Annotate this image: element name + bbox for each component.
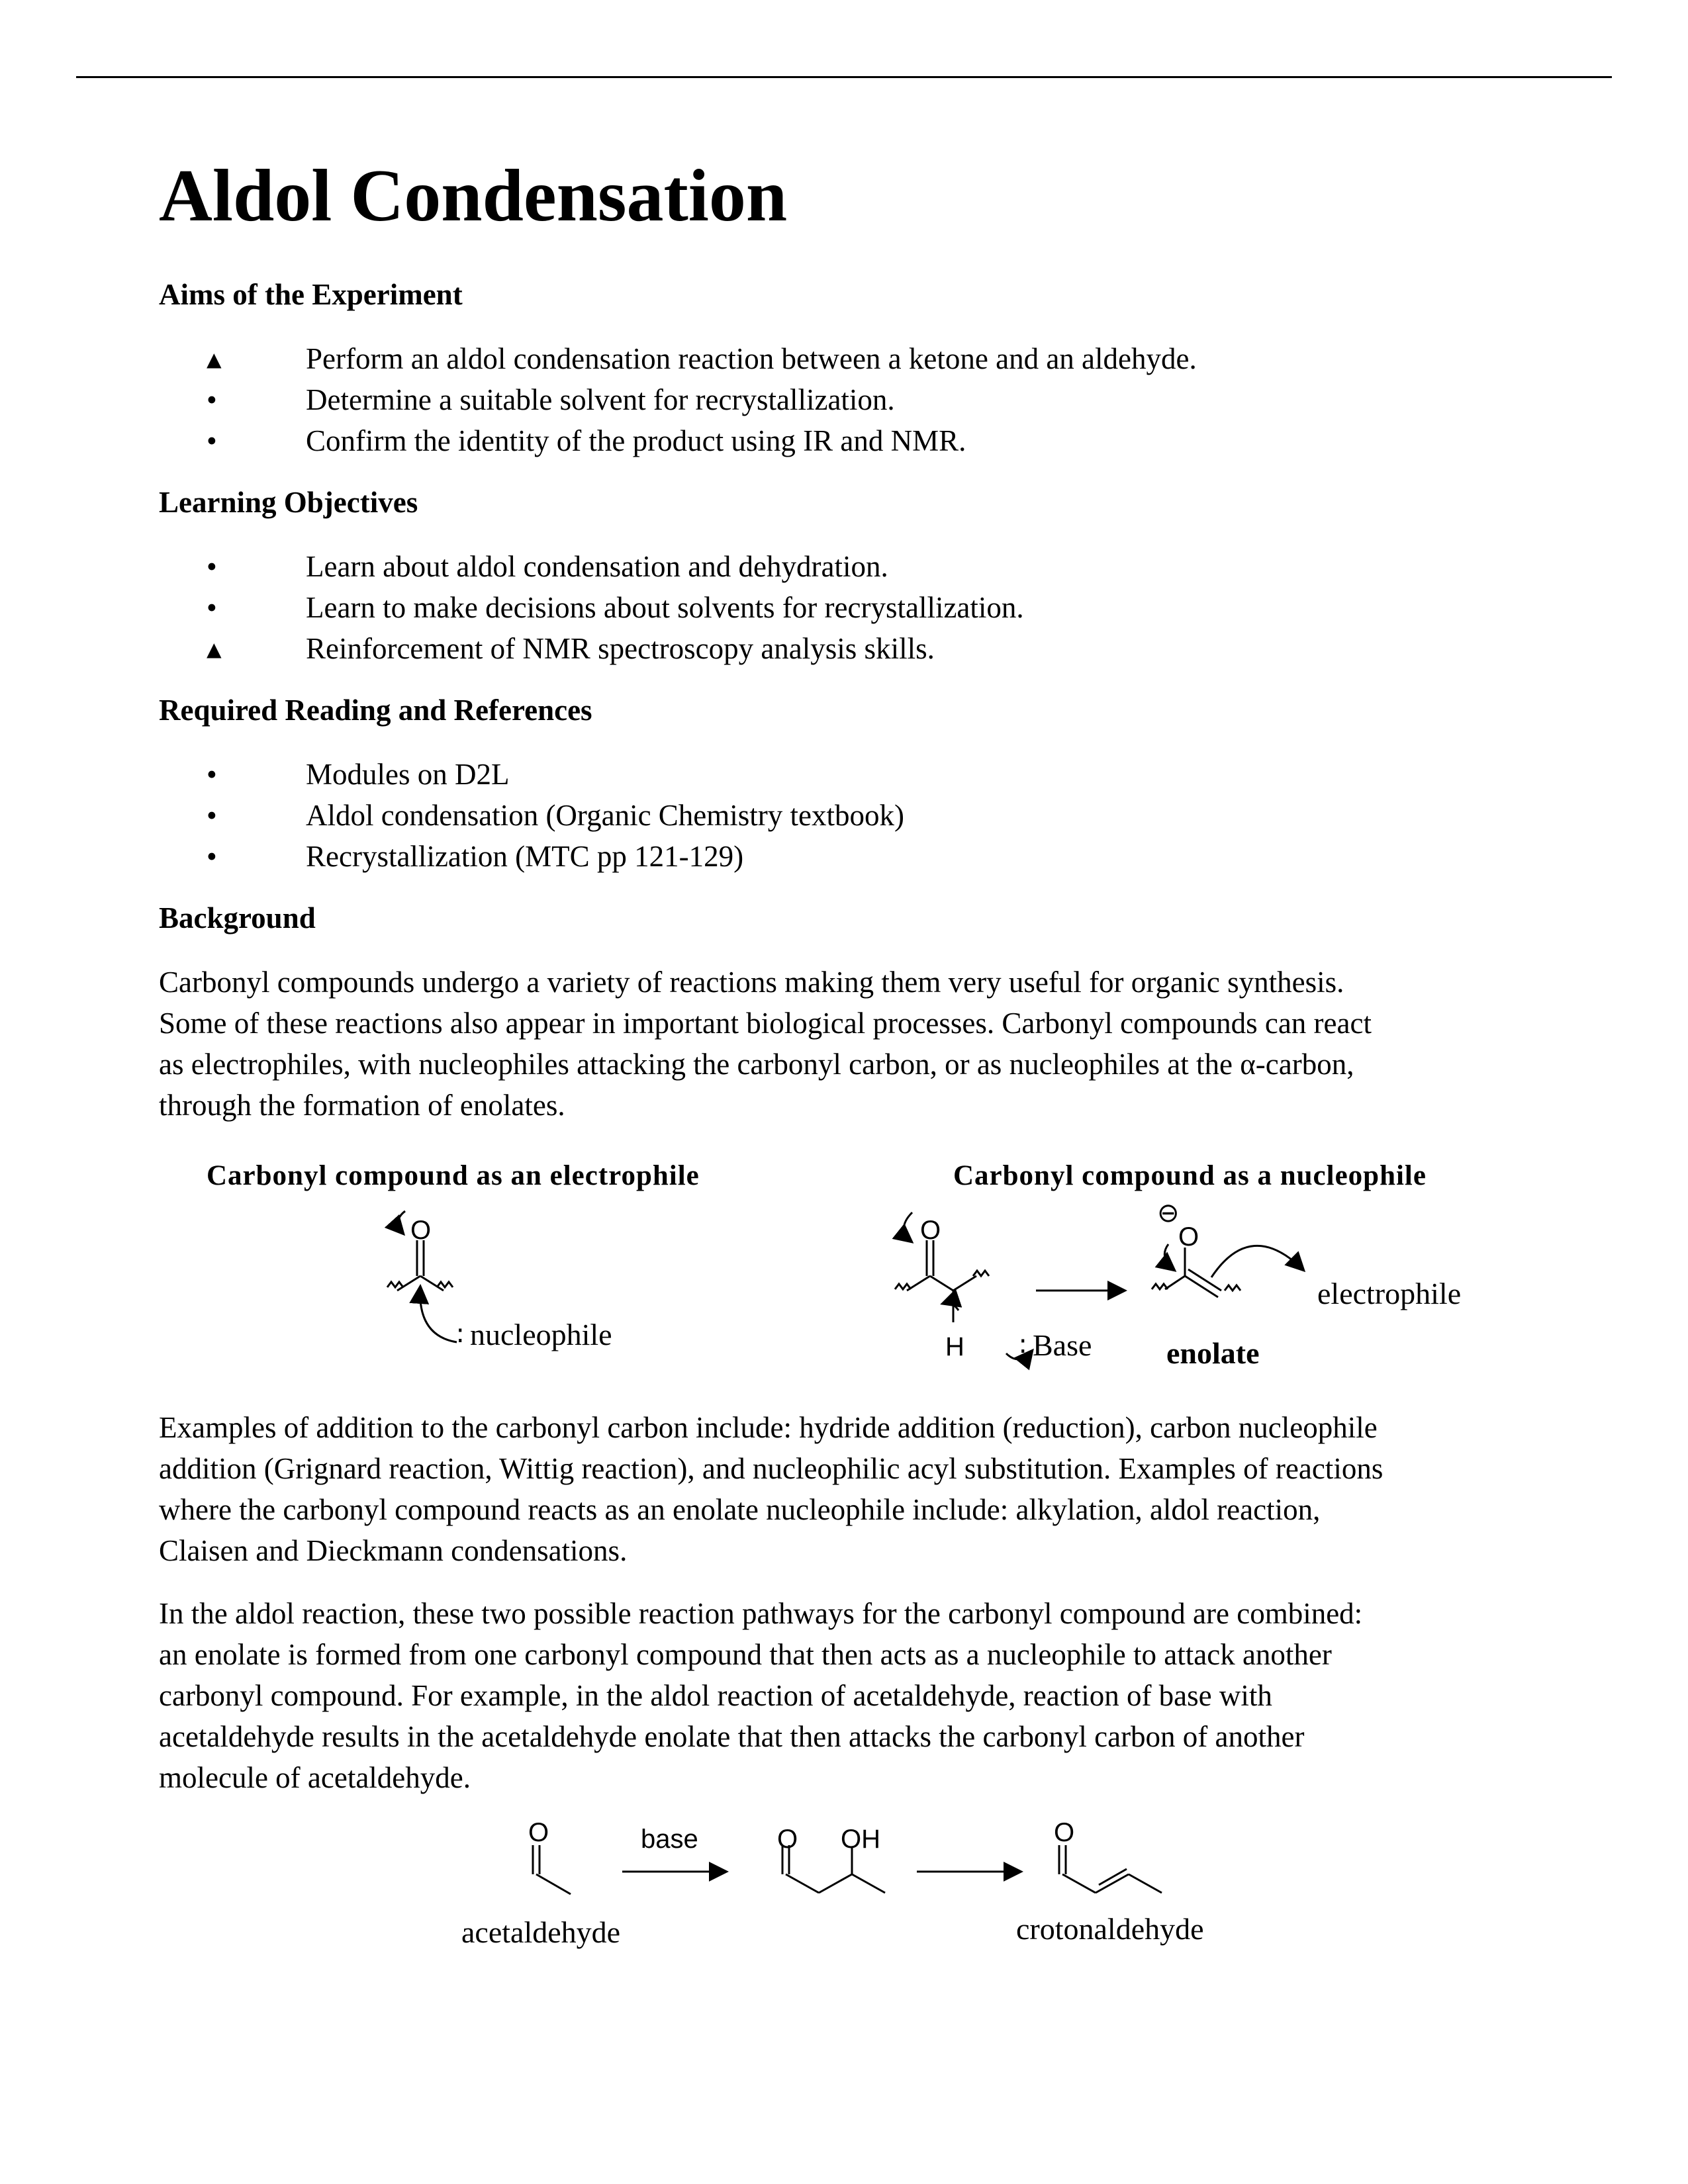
enolate-label: enolate	[1166, 1336, 1260, 1370]
background-paragraph-1	[159, 962, 1536, 1126]
atom-label: O	[920, 1216, 941, 1245]
paragraph-line: Some of these reactions also appear in important biological processes. Carbonyl compounds can react	[159, 1007, 1372, 1040]
background-heading: Background	[159, 901, 316, 934]
background-paragraph-2	[159, 1407, 1536, 1571]
electrophile-label: electrophile	[1317, 1277, 1462, 1310]
paragraph-line: In the aldol reaction, these two possible reaction pathways for the carbonyl compound are combined:	[159, 1597, 1363, 1630]
reagent-label: base	[641, 1825, 698, 1854]
bullet-glyph: ▴	[207, 632, 222, 665]
bullet-glyph: •	[207, 799, 217, 832]
double-bond	[1185, 1276, 1218, 1297]
curved-arrow-icon	[904, 1212, 913, 1242]
charge-glyph: ⊖	[1157, 1198, 1180, 1228]
bullet-glyph: •	[207, 840, 217, 873]
lone-pair-glyph: ∶	[457, 1321, 464, 1351]
reactant-label: acetaldehyde	[461, 1915, 621, 1949]
single-bond	[1062, 1874, 1096, 1893]
single-bond	[1129, 1874, 1162, 1893]
list-item-text: Modules on D2L	[306, 758, 510, 791]
background-paragraph-3	[159, 1593, 1536, 1798]
bullet-glyph: •	[207, 424, 217, 457]
atom-label: O	[528, 1818, 549, 1847]
bullet-glyph: •	[207, 591, 217, 624]
curved-arrow-icon	[942, 1303, 959, 1310]
page-title: Aldol Condensation	[159, 155, 788, 237]
wavy-bond-icon	[1225, 1285, 1241, 1291]
bullet-glyph: •	[207, 758, 217, 791]
list-item-text: Reinforcement of NMR spectroscopy analysis skills.	[306, 632, 935, 665]
top-rule	[76, 76, 1612, 78]
product-label: crotonaldehyde	[1016, 1912, 1204, 1946]
list-item-text: Determine a suitable solvent for recrystallization.	[306, 383, 895, 416]
single-bond	[536, 1874, 571, 1894]
atom-label: O	[1178, 1222, 1199, 1251]
atom-label: O	[777, 1825, 798, 1854]
paragraph-line: Examples of addition to the carbonyl carbon include: hydride addition (reduction), carbon nucleophile	[159, 1411, 1378, 1444]
nucleophile-label: nucleophile	[470, 1318, 612, 1351]
single-bond	[1165, 1276, 1185, 1289]
carbonyl-reactivity-diagram	[0, 1198, 1688, 1390]
figure-heading-nucleophile: Carbonyl compound as a nucleophile	[953, 1160, 1427, 1191]
bullet-glyph: ▴	[207, 342, 222, 375]
figure-heading-electrophile: Carbonyl compound as an electrophile	[207, 1160, 700, 1191]
paragraph-line: molecule of acetaldehyde.	[159, 1761, 471, 1794]
wavy-bond-icon	[437, 1282, 453, 1287]
double-bond	[1188, 1269, 1221, 1291]
list-item-text: Recrystallization (MTC pp 121-129)	[306, 840, 744, 873]
curved-arrow-icon	[1211, 1246, 1304, 1277]
list-item-text: Perform an aldol condensation reaction between a ketone and an aldehyde.	[306, 342, 1197, 375]
aims-heading: Aims of the Experiment	[159, 278, 463, 311]
paragraph-line: Claisen and Dieckmann condensations.	[159, 1534, 628, 1567]
list-item-text: Aldol condensation (Organic Chemistry textbook)	[306, 799, 904, 832]
bullet-glyph: •	[207, 383, 217, 416]
atom-label: O	[1054, 1818, 1075, 1847]
curved-arrow-icon	[398, 1211, 405, 1234]
lone-pair-glyph: ∶	[1019, 1332, 1027, 1361]
single-bond	[819, 1874, 852, 1893]
paragraph-line: where the carbonyl compound reacts as an enolate nucleophile include: alkylation, aldol reaction,	[159, 1493, 1321, 1526]
base-label: Base	[1033, 1328, 1092, 1362]
paragraph-line: acetaldehyde results in the acetaldehyde enolate that then attacks the carbonyl carbon of another	[159, 1720, 1305, 1753]
paragraph-line: as electrophiles, with nucleophiles attacking the carbonyl carbon, or as nucleophiles at the α-carbon,	[159, 1048, 1354, 1081]
paragraph-line: carbonyl compound. For example, in the aldol reaction of acetaldehyde, reaction of base with	[159, 1679, 1272, 1712]
single-bond	[930, 1276, 953, 1291]
single-bond	[786, 1874, 819, 1893]
atom-label: H	[945, 1332, 964, 1361]
curved-arrow-icon	[420, 1286, 457, 1342]
atom-label: O	[410, 1216, 432, 1245]
aldol-reaction-scheme	[0, 1813, 1688, 1959]
list-item-text: Learn to make decisions about solvents for recrystallization.	[306, 591, 1024, 624]
single-bond	[953, 1276, 976, 1291]
list-item-text: Learn about aldol condensation and dehydration.	[306, 550, 888, 583]
paragraph-line: Carbonyl compounds undergo a variety of reactions making them very useful for organic synthesis.	[159, 966, 1344, 999]
wavy-bond-icon	[387, 1282, 403, 1287]
paragraph-line: through the formation of enolates.	[159, 1089, 565, 1122]
paragraph-line: an enolate is formed from one carbonyl compound that then acts as a nucleophile to attack another	[159, 1638, 1332, 1671]
atom-label: OH	[841, 1825, 880, 1854]
single-bond	[852, 1874, 885, 1893]
reading-heading: Required Reading and References	[159, 694, 592, 727]
list-item-text: Confirm the identity of the product using IR and NMR.	[306, 424, 966, 457]
bullet-glyph: •	[207, 550, 217, 583]
objectives-heading: Learning Objectives	[159, 486, 418, 519]
paragraph-line: addition (Grignard reaction, Wittig reaction), and nucleophilic acyl substitution. Examples of reactions	[159, 1452, 1383, 1485]
wavy-bond-icon	[973, 1271, 989, 1276]
curved-arrow-icon	[1164, 1244, 1175, 1271]
